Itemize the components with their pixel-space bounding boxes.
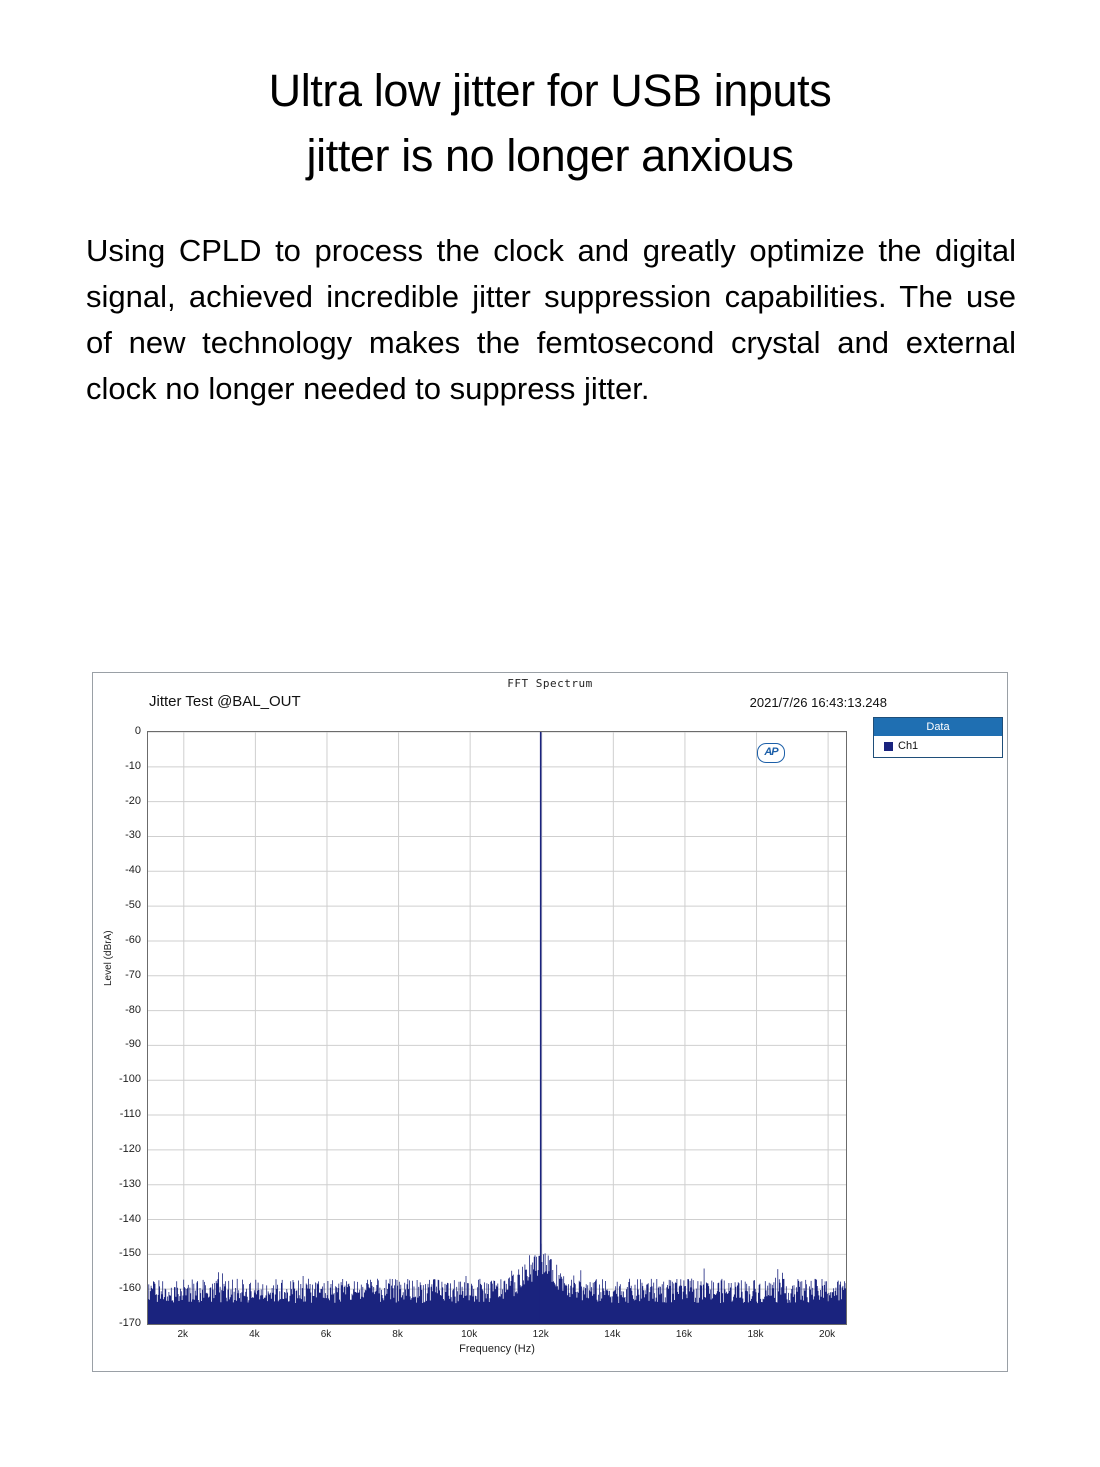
y-tick-label: -170 xyxy=(118,1317,141,1329)
y-tick-label: -50 xyxy=(125,899,141,912)
y-tick-label: -60 xyxy=(125,933,141,946)
y-tick-label: -150 xyxy=(118,1247,141,1260)
x-tick-label: 6k xyxy=(320,1329,332,1340)
y-tick-label: -20 xyxy=(125,794,141,807)
y-tick-label: -80 xyxy=(125,1003,141,1016)
plot-area xyxy=(147,731,847,1325)
y-tick-label: -130 xyxy=(118,1177,141,1190)
chart-window-title: FFT Spectrum xyxy=(507,677,593,690)
ch1-trace xyxy=(148,732,846,1324)
chart-legend xyxy=(873,717,1003,758)
x-tick-label: 16k xyxy=(675,1329,692,1340)
y-tick-label: -40 xyxy=(125,864,141,877)
y-tick-label: -100 xyxy=(118,1073,141,1086)
body-paragraph: Using CPLD to process the clock and greatly optimize the digital signal, achieved incredible jitter suppression capabilities. The use of new technology makes the femtosecond crystal and external clock no longer needed to suppress jitter. xyxy=(86,233,1016,406)
legend-item-ch1 xyxy=(874,736,1002,757)
y-tick-label: 0 xyxy=(134,725,141,737)
grid-lines xyxy=(148,732,846,1324)
x-tick-label: 2k xyxy=(177,1329,189,1340)
x-tick-label: 14k xyxy=(604,1329,621,1340)
y-tick-label: -120 xyxy=(118,1142,141,1155)
y-tick-label: -110 xyxy=(119,1108,141,1121)
x-tick-label: 8k xyxy=(392,1329,403,1340)
measurement-label: Jitter Test @BAL_OUT xyxy=(149,693,301,710)
x-tick-label: 12k xyxy=(532,1329,549,1340)
page-title xyxy=(0,58,1100,189)
y-axis-label: Level (dBrA) xyxy=(103,930,114,986)
legend-swatch-icon xyxy=(884,742,893,751)
fft-spectrum-panel xyxy=(92,672,1008,1372)
measurement-timestamp: 2021/7/26 16:43:13.248 xyxy=(749,695,887,710)
x-axis-label: Frequency (Hz) xyxy=(459,1343,535,1355)
x-tick-label: 18k xyxy=(747,1329,764,1340)
y-tick-label: -90 xyxy=(125,1038,141,1051)
x-tick-label: 4k xyxy=(249,1329,260,1340)
page-title-line-1: Ultra low jitter for USB inputs xyxy=(268,65,832,116)
legend-header: Data xyxy=(874,718,1002,736)
y-tick-label: -140 xyxy=(118,1212,141,1225)
ap-brand-icon: AP xyxy=(757,743,785,763)
legend-item-label: Ch1 xyxy=(898,740,919,752)
x-tick-label: 20k xyxy=(819,1329,836,1340)
x-tick-label: 10k xyxy=(461,1329,478,1340)
noise-floor-trace xyxy=(148,1244,846,1324)
spectrum-plot xyxy=(148,732,846,1324)
plot-wrapper xyxy=(103,725,847,1355)
y-tick-label: -30 xyxy=(125,829,141,842)
y-tick-label: -160 xyxy=(118,1282,141,1295)
y-tick-label: -10 xyxy=(125,759,141,772)
y-tick-label: -70 xyxy=(125,968,141,981)
page-title-line-2: jitter is no longer anxious xyxy=(306,130,794,182)
